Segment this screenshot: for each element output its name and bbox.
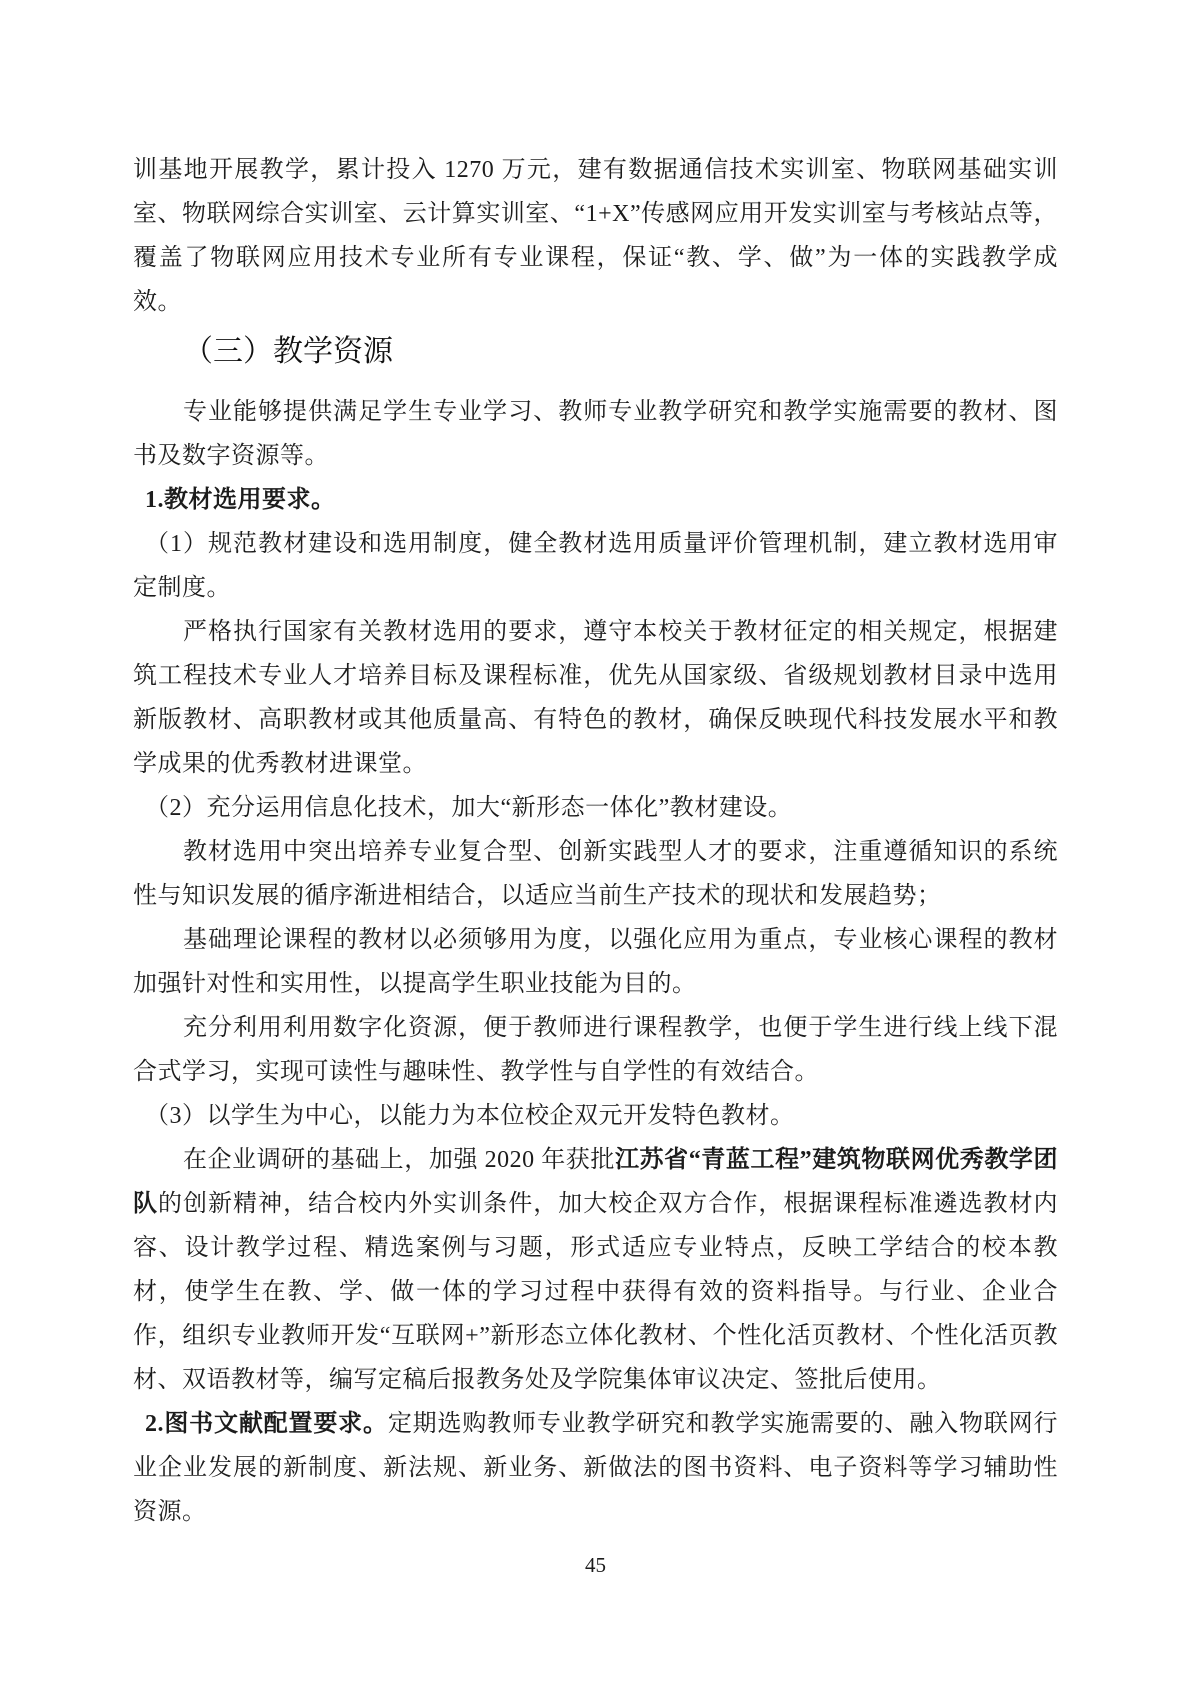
text-run: 专业能够提供满足学生专业学习、教师专业教学研究和教学实施需要的教材、图书及数字资源等。 (133, 399, 1058, 469)
text-run: 教材选用中突出培养专业复合型、创新实践型人才的要求，注重遵循知识的系统性与知识发展的循序渐进相结合，以适应当前生产技术的现状和发展趋势； (133, 839, 1058, 909)
text-run: （1）规范教材建设和选用制度，健全教材选用质量评价管理机制，建立教材选用审定制度。 (133, 531, 1058, 601)
paragraph (133, 786, 1058, 830)
paragraph (133, 830, 1058, 918)
paragraph (133, 478, 1058, 522)
section-heading (133, 328, 1058, 376)
bold-text-run: 江苏省“青蓝工程”建筑物联网优秀教学团队 (133, 1147, 1059, 1217)
text-run: 基础理论课程的教材以必须够用为度，以强化应用为重点，专业核心课程的教材加强针对性和实用性，以提高学生职业技能为目的。 (133, 927, 1058, 997)
text-run: 训基地开展教学，累计投入 1270 万元，建有数据通信技术实训室、物联网基础实训室、物联网综合实训室、云计算实训室、“1+X”传感网应用开发实训室与考核站点等，覆盖了物联网应用技术专业所有专业课程，保证“教、学、做”为一体的实践教学成效。 (133, 157, 1058, 315)
paragraph (133, 1006, 1058, 1094)
text-run: （2）充分运用信息化技术，加大“新形态一体化”教材建设。 (145, 795, 793, 821)
paragraph (133, 522, 1058, 610)
document-content (133, 148, 1058, 1534)
paragraph (133, 390, 1058, 478)
text-run: 充分利用利用数字化资源，便于教师进行课程教学，也便于学生进行线上线下混合式学习，实现可读性与趣味性、教学性与自学性的有效结合。 (133, 1015, 1058, 1085)
paragraph (133, 610, 1058, 786)
text-run: 的创新精神，结合校内外实训条件，加大校企双方合作，根据课程标准遴选教材内容、设计教学过程、精选案例与习题，形式适应专业特点，反映工学结合的校本教材，使学生在教、学、做一体的学习过程中获得有效的资料指导。与行业、企业合作，组织专业教师开发“互联网+”新形态立体化教材、个性化活页教材、个性化活页教材、双语教材等，编写定稿后报教务处及学院集体审议决定、签批后使用。 (133, 1191, 1058, 1393)
paragraph (133, 148, 1058, 324)
paragraph (133, 918, 1058, 1006)
bold-text-run: 2.图书文献配置要求。 (145, 1411, 388, 1437)
paragraph (133, 1402, 1058, 1534)
paragraph (133, 1138, 1058, 1402)
paragraph (133, 1094, 1058, 1138)
page-number: 45 (585, 1553, 606, 1577)
text-run: 严格执行国家有关教材选用的要求，遵守本校关于教材征定的相关规定，根据建筑工程技术专业人才培养目标及课程标准，优先从国家级、省级规划教材目录中选用新版教材、高职教材或其他质量高、有特色的教材，确保反映现代科技发展水平和教学成果的优秀教材进课堂。 (133, 619, 1058, 777)
text-run: 定期选购教师专业教学研究和教学实施需要的、融入物联网行业企业发展的新制度、新法规、新业务、新做法的图书资料、电子资料等学习辅助性资源。 (133, 1411, 1059, 1525)
text-run: （三）教学资源 (183, 335, 393, 368)
bold-text-run: 1.教材选用要求。 (145, 487, 336, 513)
text-run: （3）以学生为中心，以能力为本位校企双元开发特色教材。 (145, 1103, 795, 1129)
text-run: 在企业调研的基础上，加强 2020 年获批 (183, 1147, 615, 1173)
